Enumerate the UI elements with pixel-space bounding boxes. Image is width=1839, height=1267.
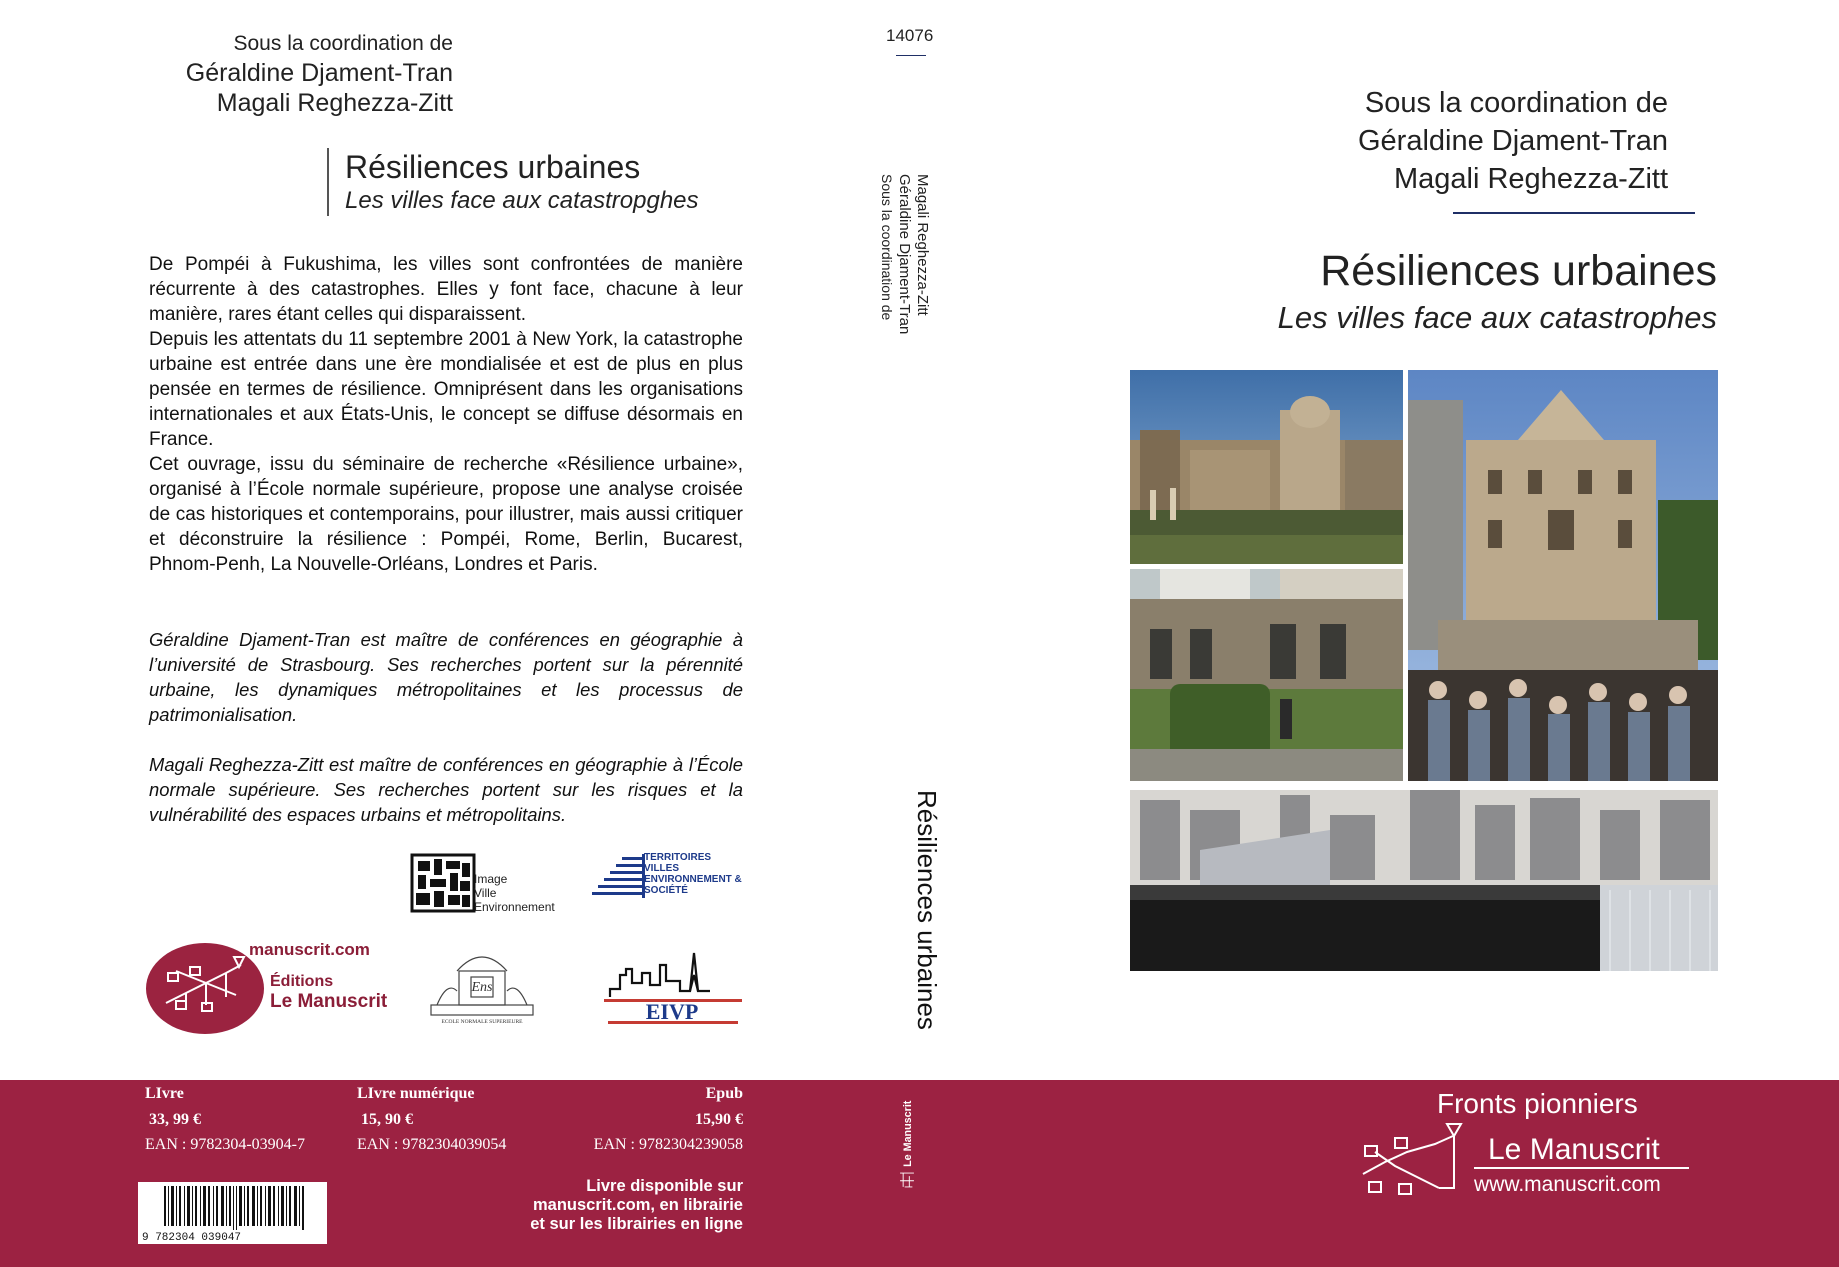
summary-paragraph: De Pompéi à Fukushima, les villes sont confrontées de manière récurrente à des catastrophes. Elles y font face, chacune à leur manière, rares étant celles qui disparaissent. bbox=[149, 254, 743, 325]
ive-line-3: Environnement bbox=[474, 900, 555, 914]
spine-publisher bbox=[892, 1090, 922, 1190]
summary-paragraph: Cet ouvrage, issu du séminaire de recherche «Résilience urbaine», organisé à l’École normale supérieure, propose une analyse croisée de cas historiques et contemporains, pour illustrer, mais aussi critiquer et déconstruire la résilience : Pompéi, Rome, Berlin, Bucarest, Phnom-Penh, La Nouvelle-Orléans, Londres et Paris. bbox=[149, 454, 743, 575]
ens-caption: ECOLE NORMALE SUPERIEURE bbox=[441, 1019, 523, 1025]
ens-logo bbox=[427, 941, 537, 1026]
front-title: Résiliences urbaines bbox=[1320, 247, 1717, 295]
spine-author-2: Magali Reghezza-Zitt bbox=[914, 174, 931, 316]
tves-line-3: ENVIRONNEMENT & bbox=[644, 874, 742, 885]
summary-paragraph: Depuis les attentats du 11 septembre 2001 à New York, la catastrophe urbaine est entrée dans une ère mondialisée et est de plus en plus pensée en termes de résilience. Omniprésent dans les organisations internationales et aux États-Unis, le concept se diffuse désormais en France. bbox=[149, 329, 743, 450]
publisher-rule bbox=[1474, 1167, 1689, 1169]
back-subtitle: Les villes face aux catastropghes bbox=[345, 187, 699, 214]
svg-text:Ens: Ens bbox=[471, 980, 493, 995]
availability-line-1: Livre disponible sur bbox=[586, 1177, 743, 1195]
spine-authors bbox=[868, 174, 948, 374]
front-coordination-block bbox=[1200, 84, 1668, 198]
back-coord-label: Sous la coordination de bbox=[233, 32, 453, 55]
ive-line-2: Ville bbox=[474, 886, 497, 900]
spine-title bbox=[890, 790, 942, 1050]
price-col2-label: LIvre numérique bbox=[357, 1085, 475, 1102]
editions-text: Éditions bbox=[270, 973, 334, 990]
availability-line-3: et sur les librairies en ligne bbox=[530, 1215, 743, 1233]
back-summary bbox=[149, 252, 743, 577]
front-author-2: Magali Reghezza-Zitt bbox=[1394, 163, 1668, 195]
eivp-text: EIVP bbox=[645, 999, 699, 1024]
publisher-website: www.manuscrit.com bbox=[1474, 1173, 1661, 1196]
image-ville-environnement-logo bbox=[410, 853, 476, 913]
eivp-logo bbox=[590, 945, 755, 1027]
price-col1-label: LIvre bbox=[145, 1085, 184, 1102]
back-author-2: Magali Reghezza-Zitt bbox=[216, 89, 453, 117]
price-col3-value: 15,90 € bbox=[695, 1111, 743, 1128]
tves-line-2: VILLES bbox=[644, 863, 680, 874]
manuscrit-tree-icon bbox=[146, 943, 264, 1034]
collection-name: Fronts pionniers bbox=[1437, 1088, 1638, 1119]
spine-title-text: Résiliences urbaines bbox=[912, 790, 942, 1030]
front-author-1: Géraldine Djament-Tran bbox=[1358, 125, 1668, 157]
back-title: Résiliences urbaines bbox=[345, 149, 641, 185]
spine-publisher-text: Le Manuscrit bbox=[901, 1100, 914, 1167]
le-manuscrit-text: Le Manuscrit bbox=[270, 991, 388, 1012]
photo-911-memorial bbox=[1130, 790, 1718, 971]
photo-church-ruins bbox=[1130, 569, 1403, 781]
tves-logo-text bbox=[644, 852, 742, 896]
back-title-block bbox=[327, 148, 699, 216]
manuscrit-site-label: manuscrit.com bbox=[249, 940, 370, 959]
front-coord-label: Sous la coordination de bbox=[1364, 87, 1668, 119]
back-coordination-block bbox=[120, 30, 453, 118]
spine-number: 14076 bbox=[886, 26, 934, 45]
front-subtitle: Les villes face aux catastrophes bbox=[1277, 300, 1717, 335]
le-manuscrit-tree-icon bbox=[1355, 1122, 1475, 1212]
tves-line-4: SOCIÉTÉ bbox=[644, 885, 688, 896]
manuscrit-logo-circle bbox=[146, 943, 264, 1034]
price-col3-label: Epub bbox=[705, 1085, 743, 1102]
manuscrit-editions-label bbox=[270, 972, 387, 1012]
availability-note bbox=[490, 1177, 743, 1234]
bio-reghezza-zitt: Magali Reghezza-Zitt est maître de conférences en géographie à l’École normale supérieure. Ses recherches portent sur les risques et la vulnérabilité des espaces urbains et métropolitains. bbox=[149, 754, 743, 825]
price-col2-ean: EAN : 9782304039054 bbox=[357, 1136, 507, 1153]
tves-line-1: TERRITOIRES bbox=[644, 852, 712, 863]
price-col1-ean: EAN : 9782304-03904-7 bbox=[145, 1136, 305, 1153]
price-col3-ean: EAN : 9782304239058 bbox=[593, 1136, 743, 1153]
spine-tree-icon bbox=[900, 1173, 914, 1187]
barcode bbox=[138, 1182, 327, 1244]
front-rule bbox=[1453, 212, 1695, 214]
price-col2-value: 15, 90 € bbox=[361, 1111, 413, 1128]
publisher-name: Le Manuscrit bbox=[1488, 1133, 1660, 1166]
author-bios bbox=[149, 627, 743, 852]
spine-coord-label: Sous la coordination de bbox=[879, 174, 895, 321]
photo-rome-ruins bbox=[1130, 370, 1403, 564]
spine-author-1: Géraldine Djament-Tran bbox=[896, 174, 913, 335]
bio-djament-tran: Géraldine Djament-Tran est maître de conférences en géographie à l’université de Strasbourg. Ses recherches portent sur la pérennité urbaine, les dynamiques métropolitaines et les processus de patrimonialisation. bbox=[149, 629, 743, 725]
photo-macau-st-paul bbox=[1408, 370, 1718, 781]
ive-logo-text bbox=[474, 872, 555, 914]
availability-line-2: manuscrit.com, en librairie bbox=[533, 1196, 743, 1214]
barcode-digits: 9 782304 039047 bbox=[142, 1232, 242, 1244]
ive-line-1: Image bbox=[474, 872, 508, 886]
back-author-1: Géraldine Djament-Tran bbox=[185, 59, 453, 87]
spine-rule bbox=[896, 55, 926, 56]
price-col1-value: 33, 99 € bbox=[149, 1111, 201, 1128]
